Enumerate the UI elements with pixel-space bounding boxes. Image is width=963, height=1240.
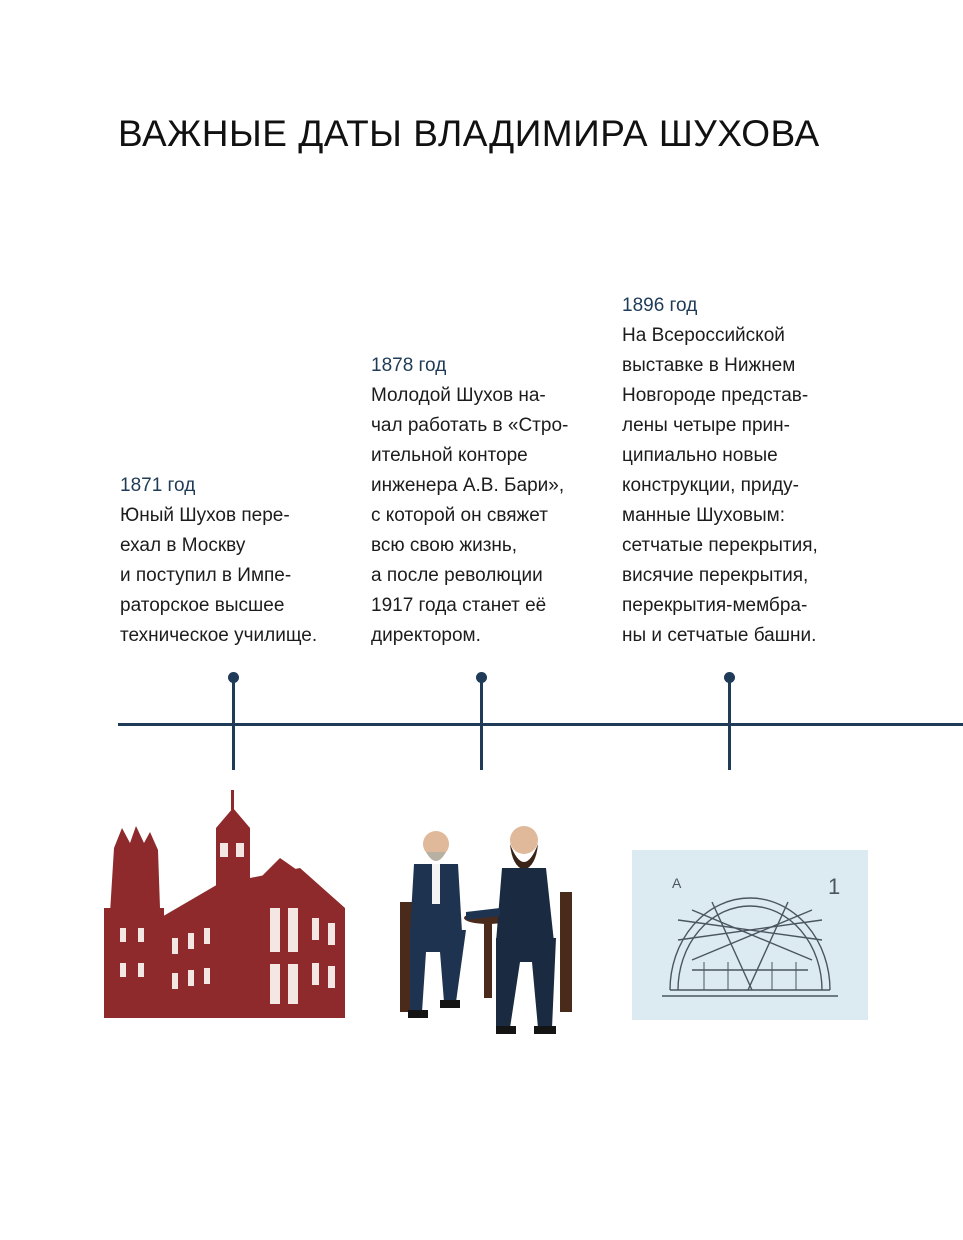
event-text-line: ехал в Москву (120, 535, 246, 556)
event-1878 (371, 351, 611, 651)
event-text-line: раторское высшее (120, 595, 285, 616)
drawing-label-left: А (672, 875, 682, 891)
event-year: 1896 год (622, 295, 698, 316)
event-text-line: лены четыре прин- (622, 415, 790, 436)
event-year: 1878 год (371, 355, 447, 376)
event-text-line: Новгороде представ- (622, 385, 809, 406)
timeline-tick (480, 678, 483, 770)
event-text-line: Молодой Шухов на- (371, 385, 546, 406)
event-1871 (120, 471, 360, 651)
event-text-line: а после революции (371, 565, 543, 586)
event-text-line: висячие перекрытия, (622, 565, 809, 586)
timeline-tick (232, 678, 235, 770)
building-illustration (100, 788, 348, 1024)
drawing-label-right: 1 (828, 874, 841, 899)
event-text-line: чал работать в «Стро- (371, 415, 569, 436)
arch-drawing-illustration (632, 850, 868, 1020)
two-men-illustration (396, 822, 582, 1042)
event-text-line: ципиально новые (622, 445, 778, 466)
event-text-line: Юный Шухов пере- (120, 505, 290, 526)
event-text-line: манные Шуховым: (622, 505, 785, 526)
event-year: 1871 год (120, 475, 196, 496)
event-text-line: ительной конторе (371, 445, 528, 466)
timeline-marker (724, 672, 735, 683)
event-1896 (622, 291, 862, 651)
event-text-line: конструкции, приду- (622, 475, 800, 496)
event-text-line: техническое училище. (120, 625, 318, 646)
event-text-line: и поступил в Импе- (120, 565, 292, 586)
event-text-line: всю свою жизнь, (371, 535, 518, 556)
timeline-axis (118, 723, 963, 726)
timeline-marker (476, 672, 487, 683)
page-title: ВАЖНЫЕ ДАТЫ ВЛАДИМИРА ШУХОВА (118, 113, 820, 154)
event-text-line: директором. (371, 625, 481, 646)
event-text-line: На Всероссийской (622, 325, 785, 346)
event-text-line: выставке в Нижнем (622, 355, 796, 376)
timeline-marker (228, 672, 239, 683)
event-text-line: с которой он свяжет (371, 505, 548, 526)
event-text-line: инженера А.В. Бари», (371, 475, 565, 496)
timeline-tick (728, 678, 731, 770)
event-text-line: перекрытия-мембра- (622, 595, 808, 616)
event-text-line: 1917 года станет её (371, 595, 547, 616)
event-text-line: ны и сетчатые башни. (622, 625, 817, 646)
event-text-line: сетчатые перекрытия, (622, 535, 818, 556)
